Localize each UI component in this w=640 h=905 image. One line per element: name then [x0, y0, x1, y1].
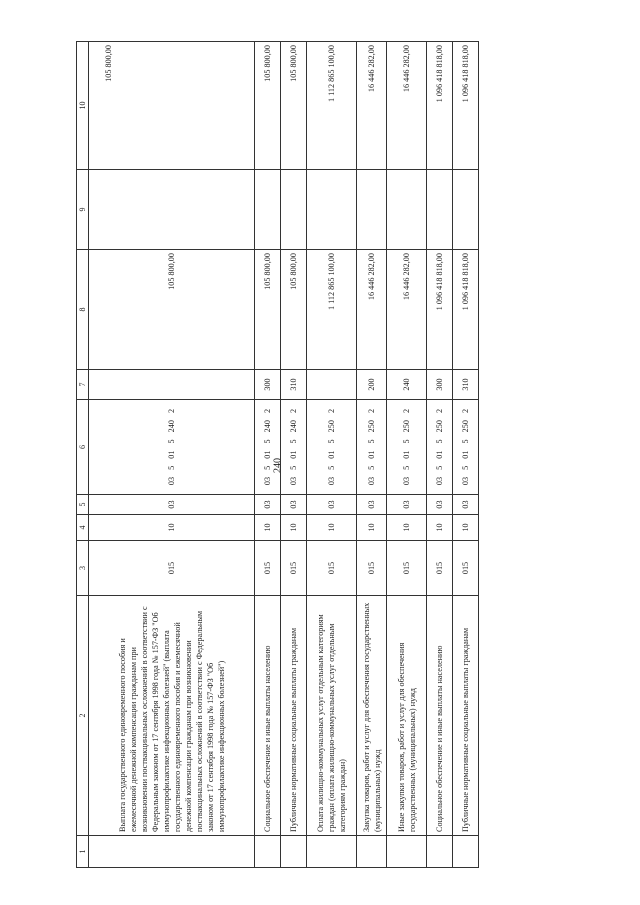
subsection-cell: 03 [307, 495, 357, 515]
page-number: 240 [272, 458, 284, 473]
row-name-cell: Выплата государственного единовременного пособия и ежемесячной денежной компенсации гражданам при возникновении поствакцинальных осложнений в соответствии с Федеральным законом от 17 сентября 1998 года № 157-ФЗ "Об иммунопрофилактике инфекционных болезней" (выплата государственного единовременного пособия и ежемесячной денежной компенсации гражданам при возникновении поствакцинальных осложнений в соответствии с Федеральным законом от 17 сентября 1998 года № 157-ФЗ "Об иммунопрофилактике инфекционных болезней") [89, 596, 255, 836]
target-article-cell: 03 5 01 5 250 2 [453, 400, 479, 495]
table-row [281, 42, 307, 868]
row-name-cell: Публичные нормативные социальные выплаты гражданам [453, 596, 479, 836]
subsection-cell: 03 [387, 495, 427, 515]
table-row [255, 42, 281, 868]
row-number-cell [427, 836, 453, 868]
target-article-cell: 03 5 01 5 240 2 [281, 400, 307, 495]
ministry-code-cell: 015 [427, 541, 453, 596]
total-cell: 1 096 418 818,00 [453, 42, 479, 170]
table-row [89, 42, 255, 868]
table-row [357, 42, 387, 868]
rotated-table-container [76, 42, 482, 868]
subsection-cell: 03 [89, 495, 255, 515]
ministry-code-cell: 015 [357, 541, 387, 596]
total-cell: 105 800,00 [281, 42, 307, 170]
section-cell: 10 [357, 515, 387, 541]
expense-type-cell [89, 370, 255, 400]
target-article-cell: 03 5 01 5 250 2 [427, 400, 453, 495]
header-col-7: 7 [77, 370, 89, 400]
target-article-cell: 03 5 01 5 240 2 [255, 400, 281, 495]
subsection-cell: 03 [281, 495, 307, 515]
section-cell: 10 [307, 515, 357, 541]
row-number-cell [387, 836, 427, 868]
total-cell: 16 446 282,00 [387, 42, 427, 170]
subsection-cell: 03 [427, 495, 453, 515]
row-number-cell [453, 836, 479, 868]
table-row [453, 42, 479, 868]
amount-cell: 1 096 418 818,00 [427, 250, 453, 370]
ministry-code-cell: 015 [281, 541, 307, 596]
expense-type-cell: 200 [357, 370, 387, 400]
col9-cell [307, 170, 357, 250]
row-number-cell [255, 836, 281, 868]
section-cell: 10 [453, 515, 479, 541]
row-name-cell: Социальное обеспечение и иные выплаты населению [427, 596, 453, 836]
amount-cell: 1 112 865 100,00 [307, 250, 357, 370]
row-name-cell: Оплата жилищно-коммунальных услуг отдельным категориям граждан (оплата жилищно-коммунальных услуг отдельным категориям граждан) [307, 596, 357, 836]
target-article-cell: 03 5 01 5 250 2 [307, 400, 357, 495]
amount-cell: 105 800,00 [89, 250, 255, 370]
header-col-5: 5 [77, 495, 89, 515]
row-number-cell [307, 836, 357, 868]
table-row [307, 42, 357, 868]
amount-cell: 16 446 282,00 [387, 250, 427, 370]
amount-cell: 16 446 282,00 [357, 250, 387, 370]
total-cell: 1 112 865 100,00 [307, 42, 357, 170]
section-cell: 10 [427, 515, 453, 541]
amount-cell: 1 096 418 818,00 [453, 250, 479, 370]
col9-cell [453, 170, 479, 250]
budget-table [76, 41, 479, 868]
row-name-cell: Иные закупки товаров, работ и услуг для обеспечения государственных (муниципальных) нужд [387, 596, 427, 836]
section-cell: 10 [281, 515, 307, 541]
row-number-cell [281, 836, 307, 868]
col9-cell [281, 170, 307, 250]
expense-type-cell: 310 [453, 370, 479, 400]
header-col-9: 9 [77, 170, 89, 250]
table-row [387, 42, 427, 868]
amount-cell: 105 800,00 [281, 250, 307, 370]
subsection-cell: 03 [255, 495, 281, 515]
header-col-8: 8 [77, 250, 89, 370]
header-col-6: 6 [77, 400, 89, 495]
col9-cell [427, 170, 453, 250]
total-cell: 16 446 282,00 [357, 42, 387, 170]
row-name-cell: Закупка товаров, работ и услуг для обеспечения государственных (муниципальных) нужд [357, 596, 387, 836]
row-number-cell [357, 836, 387, 868]
header-col-2: 2 [77, 596, 89, 836]
expense-type-cell: 300 [255, 370, 281, 400]
section-cell: 10 [255, 515, 281, 541]
col9-cell [387, 170, 427, 250]
ministry-code-cell: 015 [453, 541, 479, 596]
ministry-code-cell: 015 [255, 541, 281, 596]
ministry-code-cell: 015 [307, 541, 357, 596]
header-row [77, 42, 89, 868]
header-col-3: 3 [77, 541, 89, 596]
row-name-cell: Публичные нормативные социальные выплаты гражданам [281, 596, 307, 836]
expense-type-cell [307, 370, 357, 400]
total-cell: 105 800,00 [255, 42, 281, 170]
col9-cell [89, 170, 255, 250]
header-col-4: 4 [77, 515, 89, 541]
section-cell: 10 [89, 515, 255, 541]
header-col-1: 1 [77, 836, 89, 868]
target-article-cell: 03 5 01 5 250 2 [387, 400, 427, 495]
col9-cell [357, 170, 387, 250]
subsection-cell: 03 [357, 495, 387, 515]
table-row [427, 42, 453, 868]
section-cell: 10 [387, 515, 427, 541]
row-name-cell: Социальное обеспечение и иные выплаты населению [255, 596, 281, 836]
header-col-10: 10 [77, 42, 89, 170]
ministry-code-cell: 015 [387, 541, 427, 596]
target-article-cell: 03 5 01 5 250 2 [357, 400, 387, 495]
col9-cell [255, 170, 281, 250]
expense-type-cell: 240 [387, 370, 427, 400]
amount-cell: 105 800,00 [255, 250, 281, 370]
total-cell: 1 096 418 818,00 [427, 42, 453, 170]
subsection-cell: 03 [453, 495, 479, 515]
row-number-cell [89, 836, 255, 868]
expense-type-cell: 310 [281, 370, 307, 400]
expense-type-cell: 300 [427, 370, 453, 400]
ministry-code-cell: 015 [89, 541, 255, 596]
target-article-cell: 03 5 01 5 240 2 [89, 400, 255, 495]
total-cell: 105 800,00 [89, 42, 255, 170]
